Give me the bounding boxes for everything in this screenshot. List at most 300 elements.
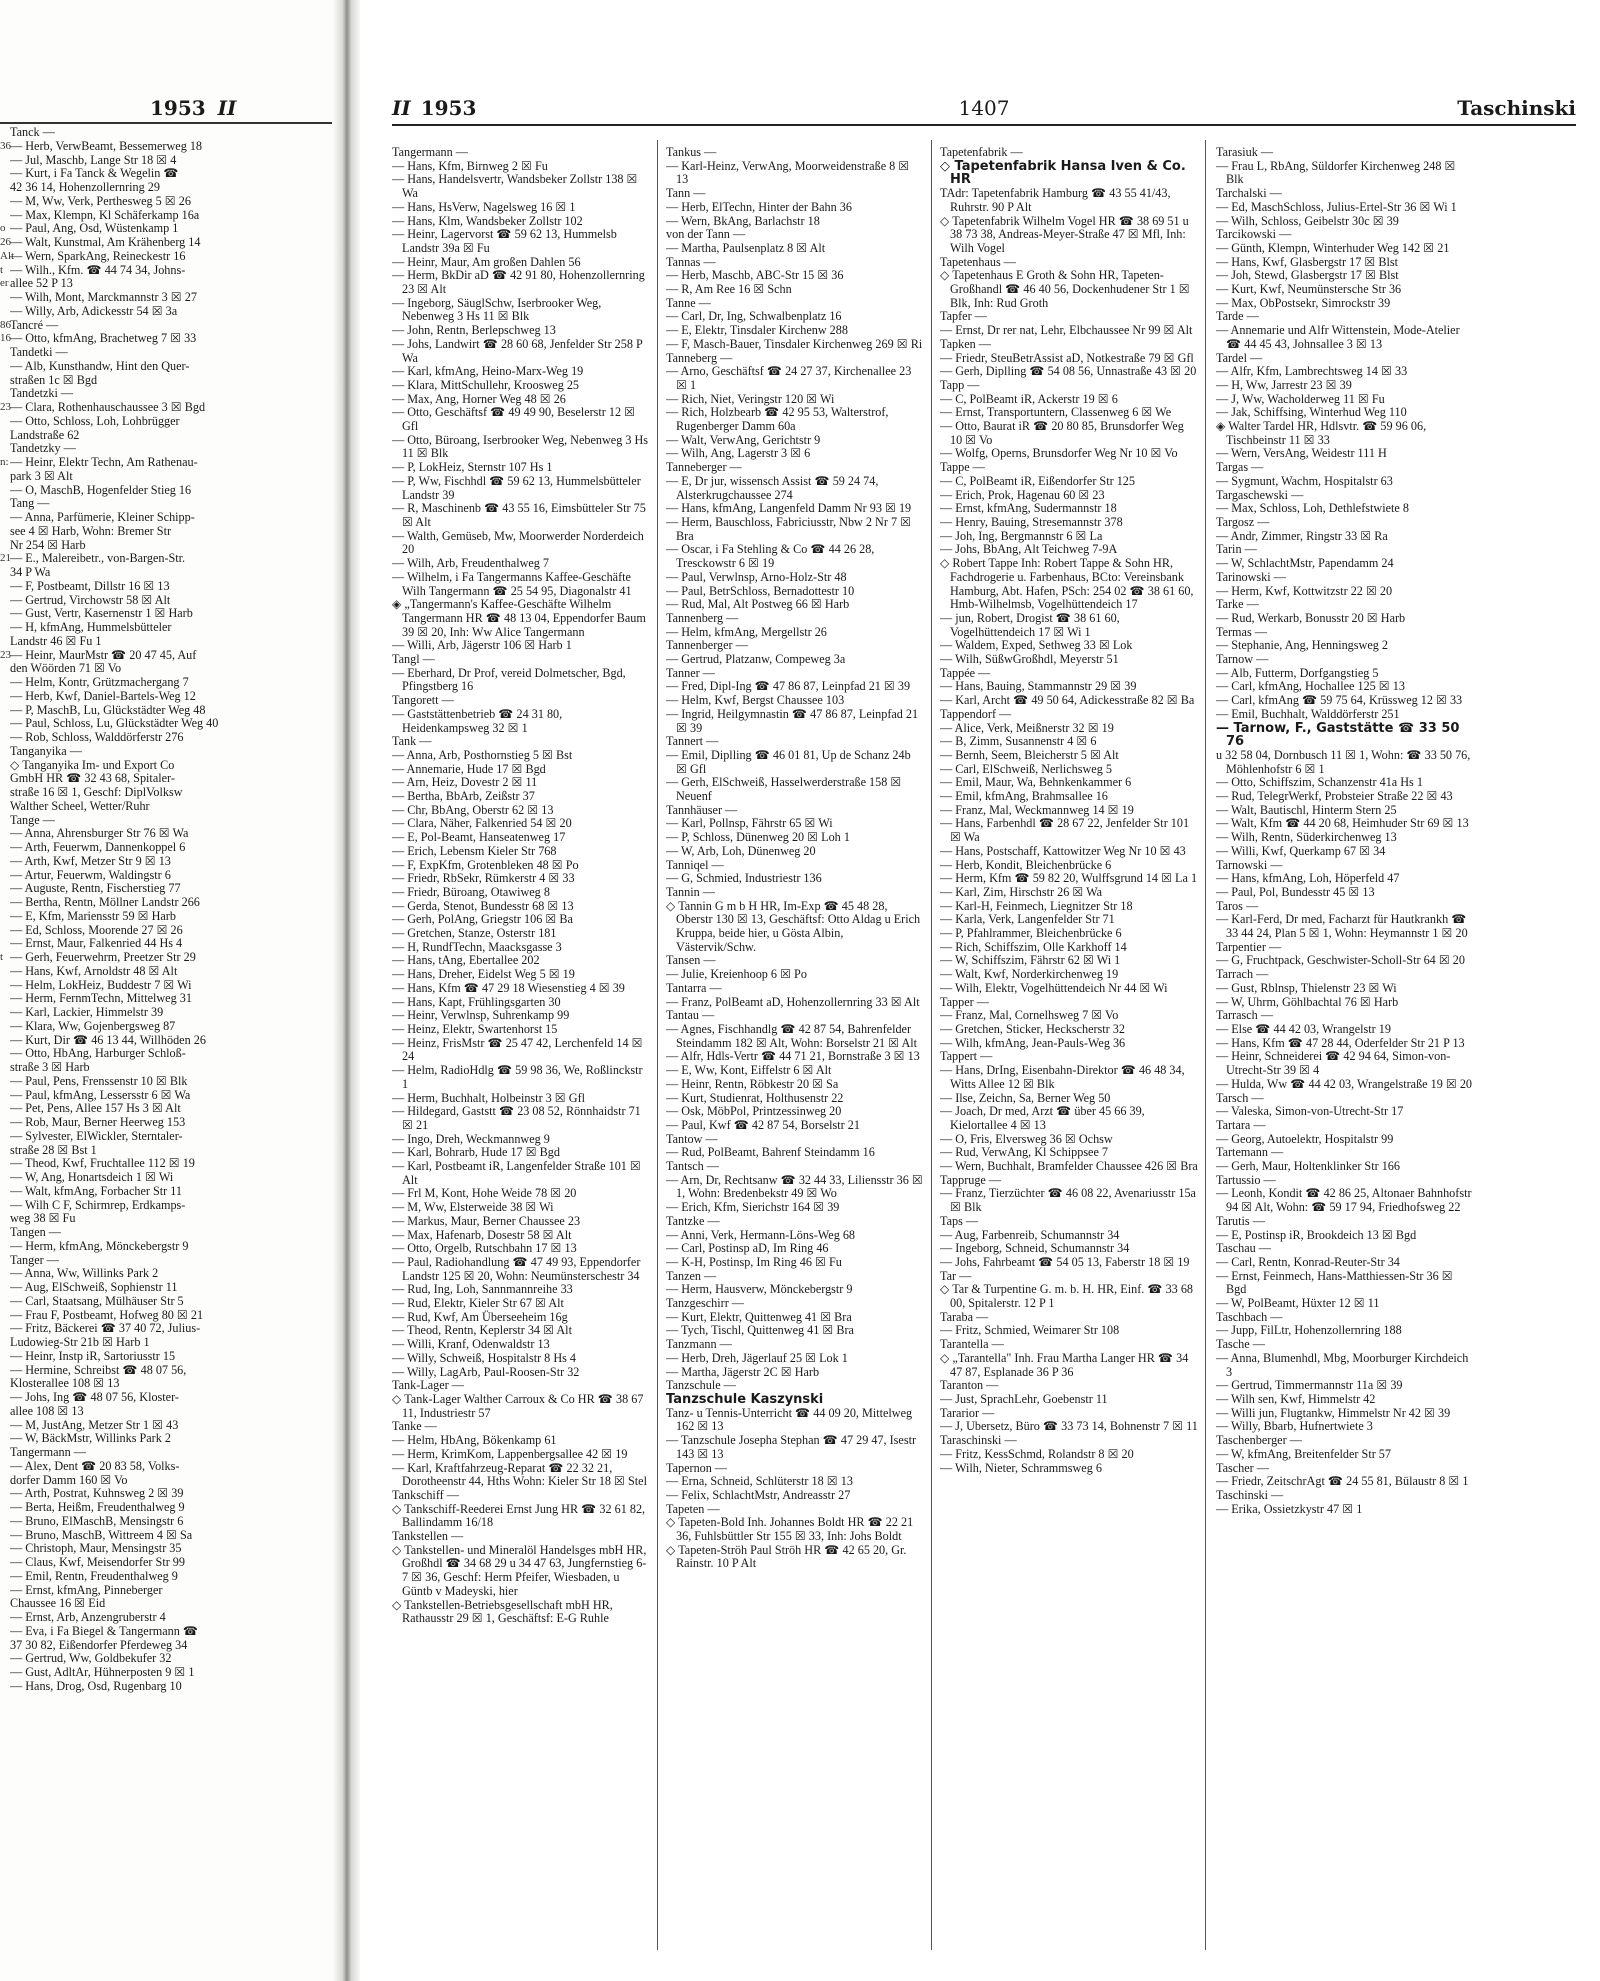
margin-fragment bbox=[0, 1666, 10, 1680]
previous-page-entry bbox=[0, 429, 330, 443]
previous-page-entry bbox=[0, 1639, 330, 1653]
highlighted-listing: ◇ Tapetenfabrik Hansa Iven & Co. HR bbox=[940, 158, 1186, 188]
surname-heading: Tannert — bbox=[666, 734, 719, 749]
directory-entry: — Arn, Dr, Rechtsanw ☎ 32 44 33, Liliensstr 36 ☒ 1, Wohn: Bredenbekstr 49 ☒ Wo bbox=[666, 1172, 923, 1201]
entry-text: — Rob, Schloss, Walddörferstr 276 bbox=[10, 731, 184, 744]
entry-text: — Paul, Pens, Frenssenstr 10 ☒ Blk bbox=[10, 1074, 188, 1088]
previous-page-year: 1953 bbox=[150, 96, 206, 120]
previous-page-entry bbox=[0, 759, 330, 773]
directory-entry: — Johs, Landwirt ☎ 28 60 68, Jenfelder Str 258 P Wa bbox=[392, 336, 643, 365]
directory-entry: — Karl-Heinz, VerwAng, Moorweidenstraße 8 ☒ 13 bbox=[666, 158, 910, 187]
directory-entry: — Fred, Dipl-Ing ☎ 47 86 87, Leinpfad 21 ☒ 39 bbox=[666, 679, 911, 694]
directory-entry: — Helm, Kwf, Bergst Chaussee 103 bbox=[666, 693, 845, 708]
previous-page-entry bbox=[0, 1419, 330, 1433]
directory-entry: — Gerh, ElSchweiß, Hasselwerderstraße 158 ☒ Neuenf bbox=[666, 775, 902, 804]
directory-entry: — Max, Schloss, Loh, Dethlefstwiete 8 bbox=[1216, 501, 1409, 516]
entry-text: park 3 ☒ Alt bbox=[10, 469, 73, 483]
column-divider bbox=[931, 140, 932, 1950]
directory-entry: — Wilh, Rentn, Süderkirchenweg 13 bbox=[1216, 830, 1397, 845]
entry-text: — W, BäckMstr, Willinks Park 2 bbox=[10, 1432, 171, 1446]
surname-heading: Tannas — bbox=[666, 254, 716, 269]
previous-page-entry bbox=[0, 360, 330, 374]
page-header bbox=[392, 96, 1576, 126]
directory-entry: — Erna, Schneid, Schlüterstr 18 ☒ 13 bbox=[666, 1474, 853, 1489]
directory-entry: — P, LokHeiz, Sternstr 107 Hs 1 bbox=[392, 460, 553, 475]
directory-entry: — Willy, Schweiß, Hospitalstr 8 Hs 4 bbox=[392, 1350, 577, 1365]
entry-text: Tandetzky — bbox=[10, 442, 76, 456]
surname-heading: Tarnowski — bbox=[1216, 857, 1283, 872]
directory-entry: — Willy, LagArb, Paul-Roosen-Str 32 bbox=[392, 1364, 580, 1379]
directory-entry: — Anna, Blumenhdl, Mbg, Moorburger Kirchdeich 3 bbox=[1216, 1350, 1469, 1379]
surname-heading: Tannenberger — bbox=[666, 638, 748, 653]
surname-heading: Tantzke — bbox=[666, 1213, 720, 1228]
surname-heading: Tappendorf — bbox=[940, 706, 1012, 721]
directory-entry: — Erich, Lebensm Kieler Str 768 bbox=[392, 843, 557, 858]
margin-fragment: 21 bbox=[0, 552, 11, 565]
entry-text: — Walt, kfmAng, Forbacher Str 11 bbox=[10, 1184, 182, 1198]
surname-heading: Termas — bbox=[1216, 624, 1267, 639]
previous-page-entries bbox=[0, 126, 330, 1694]
margin-fragment bbox=[0, 1584, 10, 1598]
previous-page-entry bbox=[0, 1611, 330, 1625]
margin-fragment bbox=[0, 181, 10, 195]
previous-page-rule bbox=[0, 122, 334, 124]
entry-text: — Anna, Parfümerie, Kleiner Schipp- bbox=[10, 511, 195, 524]
surname-heading: Tarpentier — bbox=[1216, 939, 1282, 954]
previous-page-entry bbox=[0, 1309, 330, 1323]
entry-text: Tanganyika — bbox=[10, 744, 82, 758]
directory-entry: ◇ Tapetenhaus E Groth & Sohn HR, Tapeten-Großhandl ☎ 46 40 56, Dockenhudener Str 1 ☒ Blk, Inh: Rud Groth bbox=[940, 268, 1190, 310]
entry-text: — Paul, Schloss, Lu, Glückstädter Weg 40 bbox=[10, 717, 219, 731]
directory-entry: ◇ Robert Tappe Inh: Robert Tappe & Sohn HR, Fachdrogerie u. Farbenhaus, BCto: Vereinsbank Hamburg, Abt. Hafen, PSch: 254 02 ☎ 38 61 60, Hmb-Wilhelmsb, Vogelhüttendeich 17 bbox=[940, 556, 1194, 612]
entry-text: — Kurt, i Fa Tanck & Wegelin ☎ bbox=[10, 167, 179, 181]
margin-fragment bbox=[0, 1226, 10, 1240]
directory-entry: — Herm, Buchhalt, Holbeinstr 3 ☒ Gfl bbox=[392, 1090, 586, 1105]
entry-text: — Carl, Staatsang, Mülhäuser Str 5 bbox=[10, 1294, 184, 1308]
directory-entry: ◈ „Tangermann's Kaffee-Geschäfte Wilhelm Tangermann HR ☎ 48 13 04, Eppendorfer Baum 39 ☒ 20, Inh: Ww Alice Tangermann bbox=[392, 597, 646, 639]
entry-text: allee 52 P 13 bbox=[10, 277, 73, 291]
header-rule bbox=[392, 124, 1576, 126]
directory-entry: — Rich, Schiffszim, Olle Karkhoff 14 bbox=[940, 939, 1127, 954]
entry-text: — Klara, Ww, Gojenbergsweg 87 bbox=[10, 1019, 176, 1033]
surname-heading: Tarin — bbox=[1216, 542, 1257, 557]
entry-text: — Ernst, kfmAng, Pinneberger bbox=[10, 1583, 163, 1597]
column-2 bbox=[666, 146, 924, 1946]
directory-entry: — Ingeborg, Schneid, Schumannstr 34 bbox=[940, 1241, 1130, 1256]
previous-page-entry bbox=[0, 1350, 330, 1364]
previous-page-entry bbox=[0, 401, 330, 415]
surname-heading: Tasche — bbox=[1216, 1337, 1265, 1352]
directory-entry: — Erich, Kfm, Sierichstr 164 ☒ 39 bbox=[666, 1200, 840, 1215]
directory-entry: — Sygmunt, Wachm, Hospitalstr 63 bbox=[1216, 473, 1393, 488]
entry-text: — P, MaschB, Lu, Glückstädter Weg 48 bbox=[10, 703, 206, 717]
entry-text: GmbH HR ☎ 32 43 68, Spitaler- bbox=[10, 772, 175, 786]
previous-page-entry bbox=[0, 1034, 330, 1048]
entry-text: — Alb, Kunsthandw, Hint den Quer- bbox=[10, 359, 190, 373]
surname-heading: Targosz — bbox=[1216, 514, 1270, 529]
margin-fragment bbox=[0, 1212, 10, 1226]
margin-fragment bbox=[0, 291, 10, 305]
directory-entry: — Willi jun, Flugtankw, Himmelstr Nr 42 ☒ 39 bbox=[1216, 1405, 1451, 1420]
directory-entry: — Stephanie, Ang, Henningsweg 2 bbox=[1216, 638, 1388, 653]
margin-fragment bbox=[0, 1542, 10, 1556]
directory-entry: — H, RundfTechn, Maacksgasse 3 bbox=[392, 939, 562, 954]
entry-text: dorfer Damm 160 ☒ Vo bbox=[10, 1473, 128, 1487]
surname-heading: Tangl — bbox=[392, 652, 435, 667]
entry-text: — F, Postbeamt, Dillstr 16 ☒ 13 bbox=[10, 579, 170, 593]
entry-text: — Heinr, MaurMstr ☎ 20 47 45, Auf bbox=[10, 648, 197, 662]
directory-entry: — Willi, Kranf, Odenwaldstr 13 bbox=[392, 1337, 550, 1352]
directory-entry: — Alfr, Kfm, Lambrechtsweg 14 ☒ 33 bbox=[1216, 364, 1408, 379]
directory-entry: — Gerda, Stenot, Bundesstr 68 ☒ 13 bbox=[392, 898, 574, 913]
surname-heading: Tangorett — bbox=[392, 693, 454, 708]
margin-fragment bbox=[0, 1529, 10, 1543]
directory-entry: — Helm, RadioHdlg ☎ 59 98 36, We, Roßlinckstr 1 bbox=[392, 1063, 643, 1091]
previous-page-entry bbox=[0, 1446, 330, 1460]
previous-page-entry bbox=[0, 236, 330, 250]
entry-text: — Ed, Schloss, Moorende 27 ☒ 26 bbox=[10, 923, 183, 937]
surname-heading: Tarutis — bbox=[1216, 1213, 1265, 1228]
previous-page-entry bbox=[0, 470, 330, 484]
previous-page-entry bbox=[0, 1487, 330, 1501]
margin-fragment bbox=[0, 1061, 10, 1075]
directory-entry: — Arn, Heiz, Dovestr 2 ☒ 11 bbox=[392, 775, 538, 790]
directory-entry: — Emil, Buchhalt, Walddörferstr 251 bbox=[1216, 706, 1400, 721]
previous-page-entry bbox=[0, 1226, 330, 1240]
directory-entry: — Rud, Kwf, Am Überseeheim 16g bbox=[392, 1309, 568, 1324]
margin-fragment bbox=[0, 1652, 10, 1666]
previous-page-part: II bbox=[217, 96, 237, 120]
margin-fragment bbox=[0, 1597, 10, 1611]
directory-entry: — Walth, Gemüseb, Mw, Moorwerder Norderdeich 20 bbox=[392, 528, 644, 557]
column-4 bbox=[1216, 146, 1474, 1946]
directory-entry: — Otto, Schiffszim, Schanzenstr 41a Hs 1 bbox=[1216, 775, 1423, 790]
entry-text: — Wilh., Kfm. ☎ 44 74 34, Johns- bbox=[10, 263, 186, 277]
directory-entry: — F, ExpKfm, Grotenbleken 48 ☒ Po bbox=[392, 857, 579, 872]
entry-text: — Max, Klempn, Kl Schäferkamp 16a bbox=[10, 208, 200, 222]
directory-entry: — Hans, kfmAng, Loh, Höperfeld 47 bbox=[1216, 871, 1400, 886]
previous-page-entry bbox=[0, 1006, 330, 1020]
directory-entry: — Gretchen, Stanze, Osterstr 181 bbox=[392, 926, 557, 941]
margin-fragment bbox=[0, 1254, 10, 1268]
entry-text: — Herm, kfmAng, Mönckebergstr 9 bbox=[10, 1239, 189, 1253]
directory-entry: — Frl M, Kont, Hohe Weide 78 ☒ 20 bbox=[392, 1186, 577, 1201]
entry-text: — Herb, Kwf, Daniel-Bartels-Weg 12 bbox=[10, 689, 196, 703]
margin-fragment bbox=[0, 1006, 10, 1020]
margin-fragment bbox=[0, 1075, 10, 1089]
directory-entry: — Herm, Kwf, Kottwitzstr 22 ☒ 20 bbox=[1216, 583, 1393, 598]
surname-heading: Tantau — bbox=[666, 1008, 715, 1023]
directory-entry: — Gertrud, Timmermannstr 11a ☒ 39 bbox=[1216, 1378, 1403, 1393]
directory-entry: — Friedr, SteuBetrAssist aD, Notkestraße 79 ☒ Gfl bbox=[940, 350, 1194, 365]
surname-heading: Tararior — bbox=[940, 1405, 995, 1420]
directory-entry: — Wilh, Schloss, Geibelstr 30c ☒ 39 bbox=[1216, 213, 1399, 228]
directory-entry: — Heinr, Rentn, Röbkestr 20 ☒ Sa bbox=[666, 1076, 839, 1091]
entry-text: — M, Ww, Verk, Perthesweg 5 ☒ 26 bbox=[10, 194, 191, 208]
margin-fragment bbox=[0, 1171, 10, 1185]
previous-page-entry bbox=[0, 1047, 330, 1061]
directory-entry: — Just, SprachLehr, Goebenstr 11 bbox=[940, 1391, 1108, 1406]
surname-heading: Taraschinski — bbox=[940, 1433, 1017, 1448]
entry-text: — Wern, SparkAng, Reineckestr 16 bbox=[10, 249, 186, 263]
directory-entry: — Carl, ElSchweiß, Nerlichsweg 5 bbox=[940, 761, 1112, 776]
previous-page-entry bbox=[0, 745, 330, 759]
entry-text: — Helm, Kontr, Grützmachergang 7 bbox=[10, 676, 189, 689]
entry-text: — Gust, Vertr, Kasernenstr 1 ☒ Harb bbox=[10, 607, 193, 621]
previous-page-entry bbox=[0, 525, 330, 539]
margin-fragment bbox=[0, 1267, 10, 1281]
margin-fragment bbox=[0, 1240, 10, 1254]
entry-text: — Paul, Ang, Osd, Wüstenkamp 1 bbox=[10, 222, 179, 236]
margin-fragment bbox=[0, 429, 10, 443]
margin-fragment bbox=[0, 965, 10, 979]
directory-entry: — Herm, Kfm ☎ 59 82 20, Wulffsgrund 14 ☒ La 1 bbox=[940, 871, 1198, 886]
directory-entry: — Julie, Kreienhoop 6 ☒ Po bbox=[666, 967, 807, 982]
margin-fragment bbox=[0, 690, 10, 704]
margin-fragment bbox=[0, 154, 10, 168]
previous-page-entry bbox=[0, 580, 330, 594]
directory-entry: — O, Fris, Elversweg 36 ☒ Ochsw bbox=[940, 1131, 1113, 1146]
directory-entry: — Herm, Hausverw, Mönckebergstr 9 bbox=[666, 1282, 853, 1297]
directory-entry: — Gerh, Diplling ☎ 54 08 56, Unnastraße 43 ☒ 20 bbox=[940, 364, 1197, 379]
directory-entry: — Emil, kfmAng, Brahmsallee 16 bbox=[940, 789, 1108, 804]
surname-heading: Tappée — bbox=[940, 665, 991, 680]
directory-entry: ◇ Tannin G m b H HR, Im-Exp ☎ 45 48 28, Oberstr 130 ☒ 13, Geschäftsf: Otto Aldag u Erich Kruppa, beide hier, u Gösta Albin, Västervik/Schw. bbox=[666, 898, 921, 954]
directory-entry: — Agnes, Fischhandlg ☎ 42 87 54, Bahrenfelder Steindamm 182 ☒ Alt, Wohn: Borselstr 21 ☒ Alt bbox=[666, 1022, 918, 1050]
directory-entry: — M, Ww, Elsterweide 38 ☒ Wi bbox=[392, 1200, 554, 1215]
directory-entry: Tanz- u Tennis-Unterricht ☎ 44 09 20, Mittelweg 162 ☒ 13 bbox=[666, 1405, 913, 1434]
entry-text: — Ernst, Maur, Falkenried 44 Hs 4 bbox=[10, 937, 183, 951]
entry-text: — Gust, AdltAr, Hühnerposten 9 ☒ 1 bbox=[10, 1666, 195, 1679]
directory-entry: — Klara, MittSchullehr, Kroosweg 25 bbox=[392, 377, 580, 392]
previous-page-entry bbox=[0, 841, 330, 855]
entry-text: straßen 1c ☒ Bgd bbox=[10, 373, 98, 387]
directory-entry: — K-H, Postinsp, Im Ring 46 ☒ Fu bbox=[666, 1254, 842, 1269]
directory-entry: — Hans, Handelsvertr, Wandsbeker Zollstr 138 ☒ Wa bbox=[392, 172, 638, 201]
book-gutter bbox=[332, 0, 362, 1981]
margin-fragment bbox=[0, 882, 10, 896]
previous-page-entry bbox=[0, 662, 330, 676]
margin-fragment bbox=[0, 511, 10, 525]
margin-fragment bbox=[0, 607, 10, 621]
entry-text: — O, MaschB, Hogenfelder Stieg 16 bbox=[10, 483, 192, 497]
margin-fragment: o bbox=[0, 222, 6, 235]
directory-entry: — Hans, Dreher, Eidelst Weg 5 ☒ 19 bbox=[392, 967, 575, 982]
directory-entry: ◇ Tar & Turpentine G. m. b. H. HR, Einf. ☎ 33 68 00, Spitalerstr. 12 P 1 bbox=[940, 1282, 1194, 1311]
previous-page-entry bbox=[0, 181, 330, 195]
directory-entry: — Max, Hafenarb, Dosestr 58 ☒ Alt bbox=[392, 1227, 572, 1242]
directory-entry: — Wilhelm, i Fa Tangermanns Kaffee-Geschäfte Wilh Tangermann ☎ 25 54 95, Diagonalstr 41 bbox=[392, 569, 632, 598]
entry-text: — Anna, Ahrensburger Str 76 ☒ Wa bbox=[10, 827, 189, 841]
margin-fragment bbox=[0, 1116, 10, 1130]
directory-entry: ◈ Walter Tardel HR, Hdlsvtr. ☎ 59 96 06, Tischbeinstr 11 ☒ 33 bbox=[1216, 419, 1427, 447]
previous-page-entry bbox=[0, 1584, 330, 1598]
margin-fragment bbox=[0, 731, 10, 745]
directory-entry: — Rud, Mal, Alt Postweg 66 ☒ Harb bbox=[666, 597, 850, 612]
previous-page-entry bbox=[0, 1281, 330, 1295]
directory-entry: — Rud, VerwAng, Kl Schippsee 7 bbox=[940, 1145, 1109, 1160]
directory-entry: — Henry, Bauing, Stresemannstr 378 bbox=[940, 514, 1123, 529]
directory-entry: — Karl, Archt ☎ 49 50 64, Adickesstraße 82 ☒ Ba bbox=[940, 693, 1195, 708]
directory-entry: — Willi, Kwf, Querkamp 67 ☒ 34 bbox=[1216, 843, 1386, 858]
previous-page-entry bbox=[0, 415, 330, 429]
margin-fragment bbox=[0, 1144, 10, 1158]
margin-fragment bbox=[0, 1556, 10, 1570]
margin-fragment bbox=[0, 704, 10, 718]
surname-heading: Tapernon — bbox=[666, 1460, 728, 1475]
surname-heading: Taranton — bbox=[940, 1378, 999, 1393]
header-part: II bbox=[392, 96, 411, 120]
directory-entry: — Gerh, PolAng, Griegstr 106 ☒ Ba bbox=[392, 912, 573, 927]
surname-heading: Tansen — bbox=[666, 953, 716, 968]
surname-heading: Tarsch — bbox=[1216, 1090, 1264, 1105]
margin-fragment bbox=[0, 484, 10, 498]
margin-fragment bbox=[0, 1336, 10, 1350]
directory-entry: — Paul, Verwlnsp, Arno-Holz-Str 48 bbox=[666, 569, 847, 584]
previous-page-entry bbox=[0, 1116, 330, 1130]
directory-entry: — Ernst, Dr rer nat, Lehr, Elbchaussee Nr 99 ☒ Alt bbox=[940, 323, 1193, 338]
previous-page-entry bbox=[0, 1144, 330, 1158]
directory-entry: — Ed, MaschSchloss, Julius-Ertel-Str 36 ☒ Wi 1 bbox=[1216, 199, 1457, 214]
entry-text: Tandetki — bbox=[10, 346, 68, 359]
margin-fragment bbox=[0, 346, 10, 360]
directory-entry: — Heinz, Elektr, Swartenhorst 15 bbox=[392, 1022, 558, 1036]
previous-page-entry bbox=[0, 786, 330, 800]
directory-entry: — Helm, kfmAng, Mergellstr 26 bbox=[666, 624, 827, 639]
margin-fragment bbox=[0, 1419, 10, 1433]
previous-page-entry bbox=[0, 346, 330, 360]
surname-heading: Tarcikowski — bbox=[1216, 227, 1292, 242]
directory-entry: ◇ Tapeten-Bold Inh. Johannes Boldt HR ☎ 22 21 36, Fuhlsbüttler Str 155 ☒ 33, Inh: Johs Boldt bbox=[666, 1515, 914, 1544]
directory-entry: — Heinz, FrisMstr ☎ 25 47 42, Lerchenfeld 14 ☒ 24 bbox=[392, 1035, 643, 1064]
margin-fragment bbox=[0, 896, 10, 910]
directory-entry: — Carl, kfmAng ☎ 59 75 64, Krüssweg 12 ☒ 33 bbox=[1216, 693, 1463, 708]
directory-entry: — Wilh, Ang, Lagerstr 3 ☒ 6 bbox=[666, 446, 811, 461]
entry-text: — Wilh, Mont, Marckmannstr 3 ☒ 27 bbox=[10, 291, 197, 304]
directory-entry: — Franz, Tierzüchter ☎ 46 08 22, Avenariusstr 15a ☒ Blk bbox=[940, 1186, 1196, 1215]
entry-text: Tang — bbox=[10, 497, 50, 511]
entry-text: — Jul, Maschb, Lange Str 18 ☒ 4 bbox=[10, 153, 177, 167]
entry-text: — Otto, Schloss, Loh, Lohbrügger bbox=[10, 414, 180, 428]
directory-entry: — Wilh, Nieter, Schrammsweg 6 bbox=[940, 1460, 1102, 1475]
previous-page-entry bbox=[0, 1391, 330, 1405]
entry-text: — Pet, Pens, Allee 157 Hs 3 ☒ Alt bbox=[10, 1102, 181, 1116]
directory-entry: — Herm, KrimKom, Lappenbergsallee 42 ☒ 19 bbox=[392, 1446, 628, 1461]
margin-fragment bbox=[0, 415, 10, 429]
surname-heading: Tapfer — bbox=[940, 309, 987, 324]
directory-entry: — Wilh, Elektr, Vogelhüttendeich Nr 44 ☒ Wi bbox=[940, 980, 1168, 995]
margin-fragment bbox=[0, 772, 10, 786]
directory-entry: — Wern, Buchhalt, Bramfelder Chaussee 426 ☒ Bra bbox=[940, 1159, 1198, 1174]
previous-page-entry bbox=[0, 167, 330, 181]
entry-text: — Paul, kfmAng, Lessersstr 6 ☒ Wa bbox=[10, 1088, 191, 1102]
entry-text: — M, JustAng, Metzer Str 1 ☒ 43 bbox=[10, 1418, 179, 1432]
entry-text: Tancré — bbox=[10, 318, 59, 332]
previous-page-entry bbox=[0, 1666, 330, 1680]
previous-page-entry bbox=[0, 896, 330, 910]
entry-text: — Helm, LokHeiz, Buddestr 7 ☒ Wi bbox=[10, 978, 192, 992]
surname-heading: Targas — bbox=[1216, 460, 1264, 475]
margin-fragment bbox=[0, 745, 10, 759]
surname-heading: Taschau — bbox=[1216, 1241, 1271, 1256]
previous-page-entry bbox=[0, 690, 330, 704]
margin-fragment bbox=[0, 195, 10, 209]
directory-entry: — Wilh, Arb, Freudenthalweg 7 bbox=[392, 556, 550, 571]
previous-page-entry bbox=[0, 277, 330, 291]
surname-heading: Taschbach — bbox=[1216, 1309, 1283, 1324]
surname-heading: Taros — bbox=[1216, 898, 1259, 913]
margin-fragment: 36 bbox=[0, 139, 11, 152]
previous-page-entry bbox=[0, 1474, 330, 1488]
directory-entry: — Carl, Dr, Ing, Schwalbenplatz 16 bbox=[666, 309, 842, 324]
margin-fragment bbox=[0, 1020, 10, 1034]
surname-heading: Tapken — bbox=[940, 336, 991, 351]
column-3 bbox=[940, 146, 1198, 1946]
entry-text: — Walt, Kunstmal, Am Krähenberg 14 bbox=[10, 236, 201, 249]
surname-heading: Tanke — bbox=[392, 1419, 437, 1434]
margin-fragment bbox=[0, 580, 10, 594]
previous-page-entry bbox=[0, 319, 330, 333]
directory-entry: — Karl, Zim, Hirschstr 26 ☒ Wa bbox=[940, 884, 1103, 899]
margin-fragment bbox=[0, 1446, 10, 1460]
directory-entry: — Johs, BbAng, Alt Teichweg 7-9A bbox=[940, 542, 1118, 557]
surname-heading: Taschinski — bbox=[1216, 1487, 1284, 1502]
previous-page-entry bbox=[0, 126, 330, 140]
directory-entry: — Herm, Bauschloss, Fabriciusstr, Nbw 2 Nr 7 ☒ Bra bbox=[666, 514, 912, 543]
directory-entry: — Rich, Holzbearb ☎ 42 95 53, Walterstrof, Rugenberger Damm 60a bbox=[666, 405, 889, 434]
surname-heading: Tarrasch — bbox=[1216, 1008, 1274, 1023]
previous-page-entry bbox=[0, 1501, 330, 1515]
surname-heading: Tarnow — bbox=[1216, 652, 1269, 667]
directory-entry: — Otto, Geschäftsf ☎ 49 49 90, Beselerstr 12 ☒ Gfl bbox=[392, 405, 636, 434]
entry-text: — Arth, Postrat, Kuhnsweg 2 ☒ 39 bbox=[10, 1487, 184, 1501]
margin-fragment bbox=[0, 360, 10, 374]
surname-heading: Tardel — bbox=[1216, 350, 1263, 365]
surname-heading: Targaschewski — bbox=[1216, 487, 1304, 502]
entry-text: — Clara, Rothenhauschaussee 3 ☒ Bgd bbox=[10, 401, 206, 414]
previous-page-entry bbox=[0, 1240, 330, 1254]
entry-text: — Artur, Feuerwm, Waldingstr 6 bbox=[10, 868, 171, 882]
directory-entry: — Felix, SchlachtMstr, Andreasstr 27 bbox=[666, 1487, 851, 1502]
directory-entry: — Herb, Dreh, Jägerlauf 25 ☒ Lok 1 bbox=[666, 1350, 848, 1365]
directory-entry: ◇ Tank-Lager Walther Carroux & Co HR ☎ 38 67 11, Industriestr 57 bbox=[392, 1391, 644, 1420]
margin-fragment bbox=[0, 676, 10, 690]
entry-text: — Fritz, Bäckerei ☎ 37 40 72, Julius- bbox=[10, 1322, 201, 1336]
previous-page-entry bbox=[0, 1680, 330, 1694]
entry-text: — Herm, FernmTechn, Mittelweg 31 bbox=[10, 992, 192, 1006]
entry-text: — Arth, Feuerwm, Dannenkoppel 6 bbox=[10, 841, 186, 854]
directory-entry: — Karla, Verk, Langenfelder Str 71 bbox=[940, 912, 1115, 927]
margin-fragment bbox=[0, 497, 10, 511]
previous-page-entry bbox=[0, 305, 330, 319]
surname-heading: Tarasiuk — bbox=[1216, 146, 1274, 159]
entry-text: — Hermine, Schreibst ☎ 48 07 56, bbox=[10, 1363, 187, 1377]
directory-entry: — Osk, MöbPol, Printzessinweg 20 bbox=[666, 1104, 842, 1119]
directory-entry: — Ingeborg, SäuglSchw, Iserbrooker Weg, Nebenweg 3 Hs 11 ☒ Blk bbox=[392, 295, 602, 324]
entry-text: — W, Ang, Honartsdeich 1 ☒ Wi bbox=[10, 1171, 174, 1184]
margin-fragment bbox=[0, 869, 10, 883]
directory-entry: — Emil, Maur, Wa, Behnkenkammer 6 bbox=[940, 775, 1132, 790]
surname-heading: Tankschiff — bbox=[392, 1487, 459, 1502]
entry-text: — Gertrud, Virchowstr 58 ☒ Alt bbox=[10, 593, 171, 607]
previous-page-entry bbox=[0, 621, 330, 635]
margin-fragment: Alt bbox=[0, 249, 15, 262]
margin-fragment bbox=[0, 1501, 10, 1515]
directory-entry: — Gretchen, Sticker, Heckscherstr 32 bbox=[940, 1022, 1125, 1036]
directory-entry: — Frau L, RbAng, Süldorfer Kirchenweg 248 ☒ Blk bbox=[1216, 158, 1456, 187]
previous-page-entry bbox=[0, 1212, 330, 1226]
directory-entry: — J, Ww, Wacholderweg 11 ☒ Fu bbox=[1216, 391, 1385, 406]
